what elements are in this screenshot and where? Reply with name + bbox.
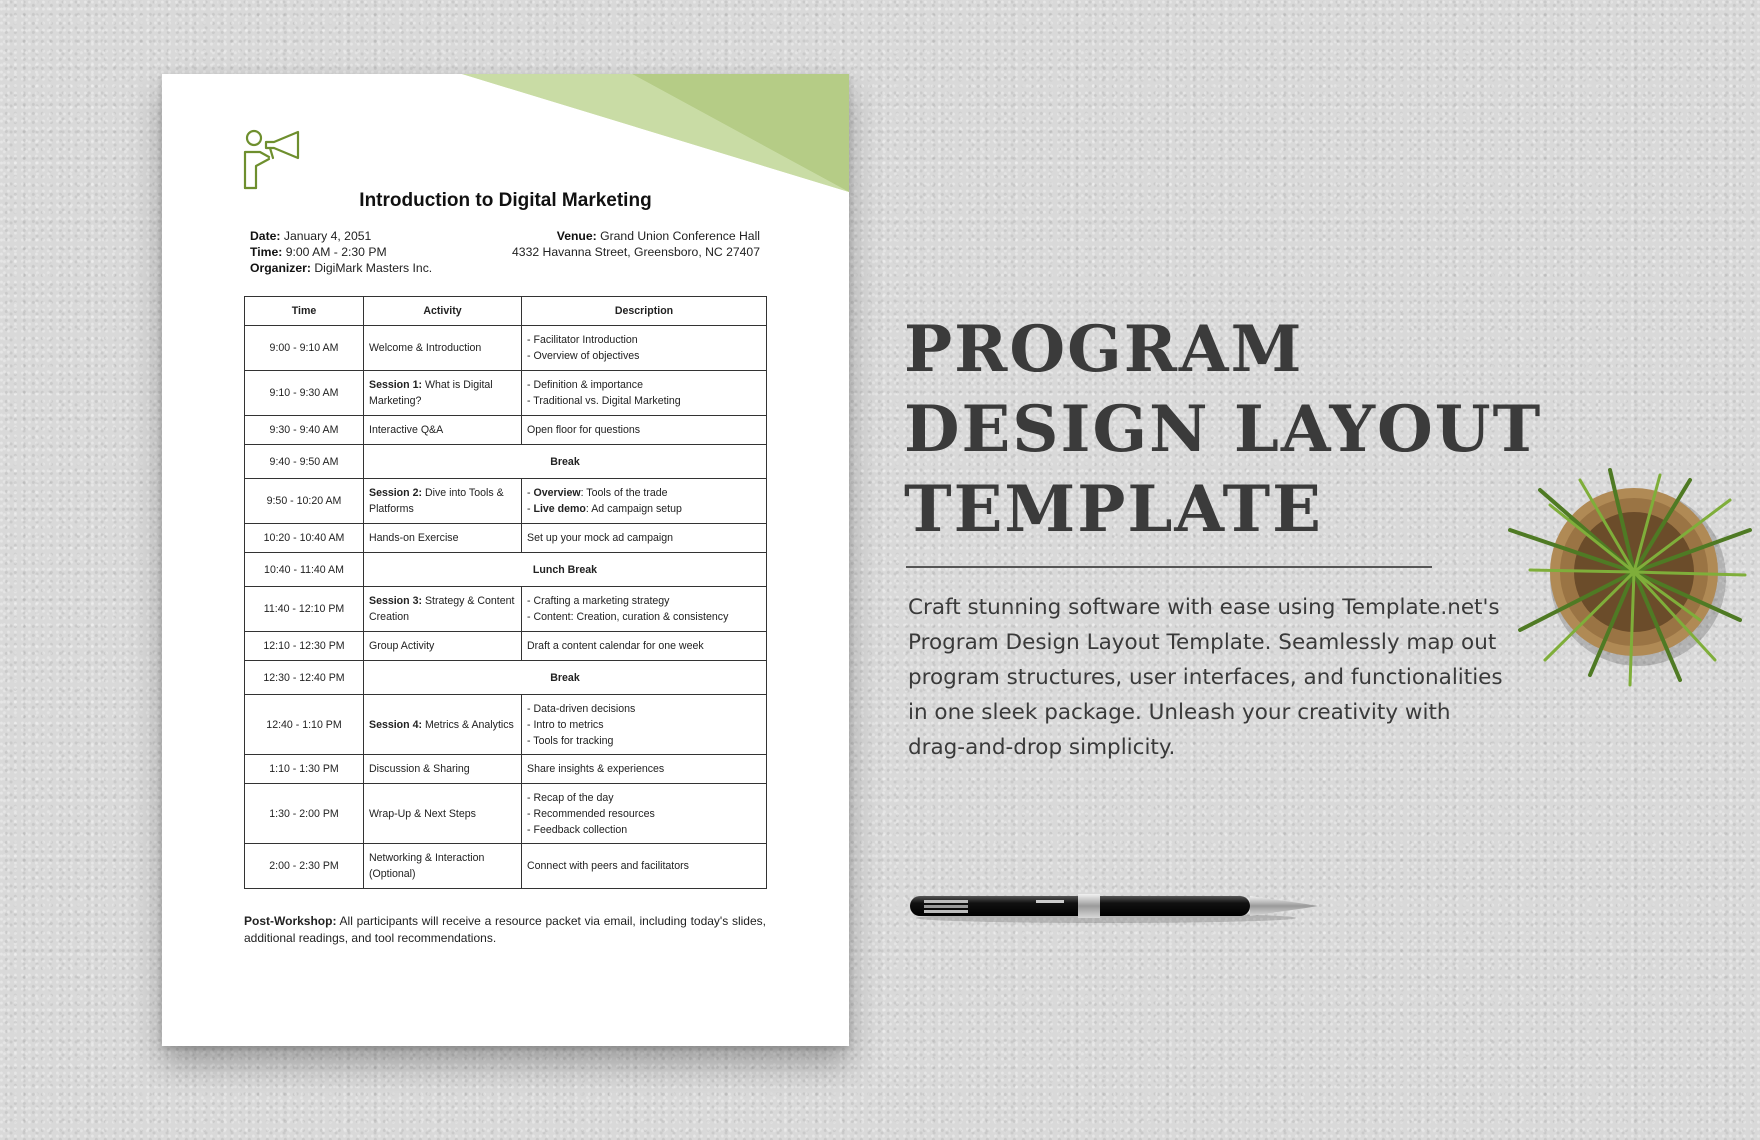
- table-row: [245, 755, 767, 784]
- presenter-megaphone-icon: [242, 128, 304, 190]
- description-pre: -: [527, 487, 534, 499]
- session-label: Session 4:: [369, 718, 422, 731]
- description-cell: [522, 695, 767, 755]
- time-cell: 9:30 - 9:40 AM: [245, 416, 364, 445]
- venue-label: Venue:: [556, 229, 597, 243]
- time-cell: 11:40 - 12:10 PM: [245, 587, 364, 632]
- potted-plant-image: [1500, 460, 1760, 700]
- activity-cell: [364, 632, 522, 661]
- activity-text: Group Activity: [369, 640, 435, 652]
- description-cell: [522, 784, 767, 844]
- description-line: - Feedback collection: [527, 823, 628, 836]
- description-post: : Ad campaign setup: [585, 503, 682, 515]
- description-line: - Recommended resources: [527, 807, 655, 820]
- description-cell: [522, 755, 767, 784]
- description-cell: [522, 632, 767, 661]
- table-row: [245, 632, 767, 661]
- description-post: : Tools of the trade: [580, 487, 668, 499]
- time-cell: 12:30 - 12:40 PM: [245, 661, 364, 695]
- description-line: [527, 485, 761, 501]
- activity-text: Networking & Interaction (Optional): [369, 852, 485, 880]
- time-cell: 9:10 - 9:30 AM: [245, 371, 364, 416]
- description-line: - Content: Creation, curation & consistency: [527, 611, 729, 623]
- description-cell: [522, 326, 767, 371]
- description-line: - Traditional vs. Digital Marketing: [527, 395, 681, 407]
- activity-cell: [364, 479, 522, 524]
- document-title: Introduction to Digital Marketing: [359, 190, 652, 211]
- description-line: Connect with peers and facilitators: [527, 860, 689, 872]
- description-bold: Overview: [533, 487, 581, 499]
- activity-cell: [364, 524, 522, 553]
- column-header-activity: Activity: [364, 297, 522, 326]
- break-cell: Break: [364, 445, 767, 479]
- table-row: [245, 371, 767, 416]
- activity-text: Discussion & Sharing: [369, 763, 470, 775]
- time-cell: 10:40 - 11:40 AM: [245, 553, 364, 587]
- table-break-row: [245, 445, 767, 479]
- promo-description: Craft stunning software with ease using Template.net's Program Design Layout Template. Seamlessly map out program structures, user interfaces, and functionalities in one sleek package. Unleash your creativity with drag-and-drop simplicity.: [908, 595, 1503, 760]
- table-row: [245, 524, 767, 553]
- description-line: [527, 501, 761, 517]
- description-line: - Definition & importance: [527, 379, 643, 391]
- organizer-value: DigiMark Masters Inc.: [314, 261, 433, 275]
- activity-cell: [364, 416, 522, 445]
- activity-cell: [364, 587, 522, 632]
- description-line: - Crafting a marketing strategy: [527, 595, 670, 607]
- activity-cell: [364, 844, 522, 889]
- description-line: - Recap of the day: [527, 791, 614, 804]
- description-pre: -: [527, 503, 534, 515]
- post-workshop-text: All participants will receive a resource packet via email, including today's slides, additional readings, and tool recommendations.: [244, 914, 766, 945]
- description-line: - Intro to metrics: [527, 718, 604, 731]
- activity-text: Interactive Q&A: [369, 424, 444, 436]
- session-label: Session 2:: [369, 487, 422, 499]
- activity-cell: [364, 695, 522, 755]
- time-cell: 12:40 - 1:10 PM: [245, 695, 364, 755]
- description-line: Draft a content calendar for one week: [527, 640, 704, 652]
- schedule-table: [244, 296, 767, 889]
- break-cell: Lunch Break: [364, 553, 767, 587]
- table-row: [245, 479, 767, 524]
- table-row: [245, 587, 767, 632]
- column-header-description: Description: [522, 297, 767, 326]
- venue-value: Grand Union Conference Hall: [600, 229, 760, 243]
- venue-details: [512, 228, 760, 260]
- description-line: - Tools for tracking: [527, 734, 614, 747]
- time-cell: 9:40 - 9:50 AM: [245, 445, 364, 479]
- venue-address: 4332 Havanna Street, Greensboro, NC 27407: [512, 245, 760, 259]
- time-cell: 2:00 - 2:30 PM: [245, 844, 364, 889]
- pen-image: [906, 884, 1326, 928]
- activity-cell: [364, 755, 522, 784]
- description-line: Set up your mock ad campaign: [527, 532, 674, 544]
- table-break-row: [245, 661, 767, 695]
- description-bold: Live demo: [533, 503, 586, 515]
- table-row: [245, 326, 767, 371]
- description-line: - Overview of objectives: [527, 350, 640, 362]
- post-workshop-note: [244, 913, 766, 947]
- description-cell: [522, 479, 767, 524]
- activity-text: Welcome & Introduction: [369, 342, 482, 354]
- time-cell: 1:10 - 1:30 PM: [245, 755, 364, 784]
- headline-line: PROGRAM: [904, 312, 1304, 387]
- description-line: - Data-driven decisions: [527, 702, 636, 715]
- date-label: Date:: [250, 229, 281, 243]
- organizer-label: Organizer:: [250, 261, 311, 275]
- activity-text: Wrap-Up & Next Steps: [369, 807, 476, 820]
- time-value: 9:00 AM - 2:30 PM: [285, 245, 387, 259]
- activity-cell: [364, 784, 522, 844]
- table-row: [245, 844, 767, 889]
- table-header-row: [245, 297, 767, 326]
- time-cell: 9:50 - 10:20 AM: [245, 479, 364, 524]
- time-label: Time:: [250, 245, 283, 259]
- time-cell: 12:10 - 12:30 PM: [245, 632, 364, 661]
- description-cell: [522, 524, 767, 553]
- activity-cell: [364, 326, 522, 371]
- description-cell: [522, 416, 767, 445]
- session-label: Session 1:: [369, 379, 422, 391]
- post-workshop-label: Post-Workshop:: [244, 914, 337, 928]
- description-cell: [522, 844, 767, 889]
- description-cell: [522, 587, 767, 632]
- break-cell: Break: [364, 661, 767, 695]
- table-row: [245, 416, 767, 445]
- event-details: [250, 228, 432, 276]
- description-cell: [522, 371, 767, 416]
- description-line: - Facilitator Introduction: [527, 334, 638, 346]
- divider: [906, 566, 1432, 568]
- activity-cell: [364, 371, 522, 416]
- activity-text: Strategy & Content Creation: [369, 595, 515, 623]
- table-row: [245, 784, 767, 844]
- activity-text: Hands-on Exercise: [369, 532, 459, 544]
- headline-line: DESIGN LAYOUT: [904, 392, 1543, 467]
- table-break-row: [245, 553, 767, 587]
- description-line: Open floor for questions: [527, 424, 641, 436]
- headline-line: TEMPLATE: [904, 472, 1323, 547]
- table-row: [245, 695, 767, 755]
- description-line: Share insights & experiences: [527, 763, 665, 775]
- date-value: January 4, 2051: [283, 229, 372, 243]
- activity-text: Metrics & Analytics: [424, 718, 514, 731]
- program-document: [162, 74, 849, 1046]
- time-cell: 1:30 - 2:00 PM: [245, 784, 364, 844]
- time-cell: 9:00 - 9:10 AM: [245, 326, 364, 371]
- column-header-time: Time: [245, 297, 364, 326]
- activity-text: What is Digital Marketing?: [369, 379, 493, 407]
- promo-headline: [904, 310, 1543, 550]
- activity-text: Dive into Tools & Platforms: [369, 487, 504, 515]
- time-cell: 10:20 - 10:40 AM: [245, 524, 364, 553]
- session-label: Session 3:: [369, 595, 422, 607]
